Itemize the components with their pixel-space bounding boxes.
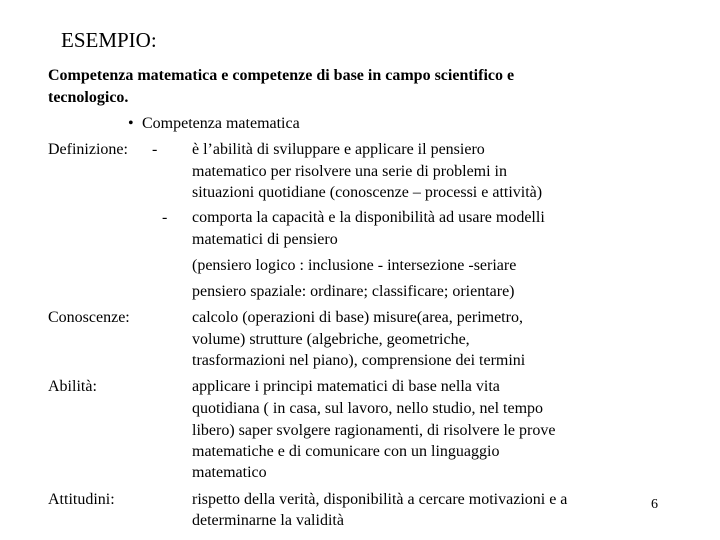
bullet-text: Competenza matematica: [142, 115, 300, 132]
conoscenze-label: Conoscenze:: [48, 309, 130, 326]
definizione-item-1-line: situazioni quotidiane (conoscenze – processi e attività): [192, 184, 543, 201]
definizione-label: Definizione:: [48, 141, 128, 158]
attitudini-label: Attitudini:: [48, 491, 115, 508]
definizione-item-2-line: comporta la capacità e la disponibilità ad usare modelli: [192, 209, 545, 226]
abilita-label: Abilità:: [48, 378, 97, 395]
abilita-line: libero) saper svolgere ragionamenti, di risolvere le prove: [192, 422, 556, 439]
abilita-line: applicare i principi matematici di base nella vita: [192, 378, 500, 395]
page-number: 6: [651, 497, 658, 512]
slide-title: ESEMPIO:: [61, 28, 157, 52]
abilita-line: matematico: [192, 464, 267, 481]
bullet-icon: •: [128, 115, 134, 132]
abilita-line: quotidiana ( in casa, sul lavoro, nello studio, nel tempo: [192, 400, 544, 417]
attitudini-line: rispetto della verità, disponibilità a cercare motivazioni e a: [192, 491, 568, 508]
definizione-item-2-line: (pensiero logico : inclusione - intersezione -seriare: [192, 257, 517, 274]
heading-line-2: tecnologico.: [48, 89, 129, 106]
definizione-item-1-line: è l’abilità di sviluppare e applicare il pensiero: [192, 141, 485, 158]
definizione-item-1-line: matematico per risolvere una serie di problemi in: [192, 163, 507, 180]
definizione-dash-1: -: [152, 141, 158, 158]
conoscenze-line: volume) strutture (algebriche, geometriche,: [192, 331, 470, 348]
heading-line-1: Competenza matematica e competenze di base in campo scientifico e: [48, 67, 515, 84]
abilita-line: matematiche e di comunicare con un linguaggio: [192, 443, 500, 460]
definizione-dash-2: -: [162, 209, 168, 226]
definizione-item-2-line: pensiero spaziale: ordinare; classificare; orientare): [192, 283, 515, 300]
conoscenze-line: calcolo (operazioni di base) misure(area, perimetro,: [192, 309, 523, 326]
attitudini-line: determinarne la validità: [192, 512, 344, 529]
definizione-item-2-line: matematici di pensiero: [192, 231, 338, 248]
conoscenze-line: trasformazioni nel piano), comprensione dei termini: [192, 352, 526, 369]
